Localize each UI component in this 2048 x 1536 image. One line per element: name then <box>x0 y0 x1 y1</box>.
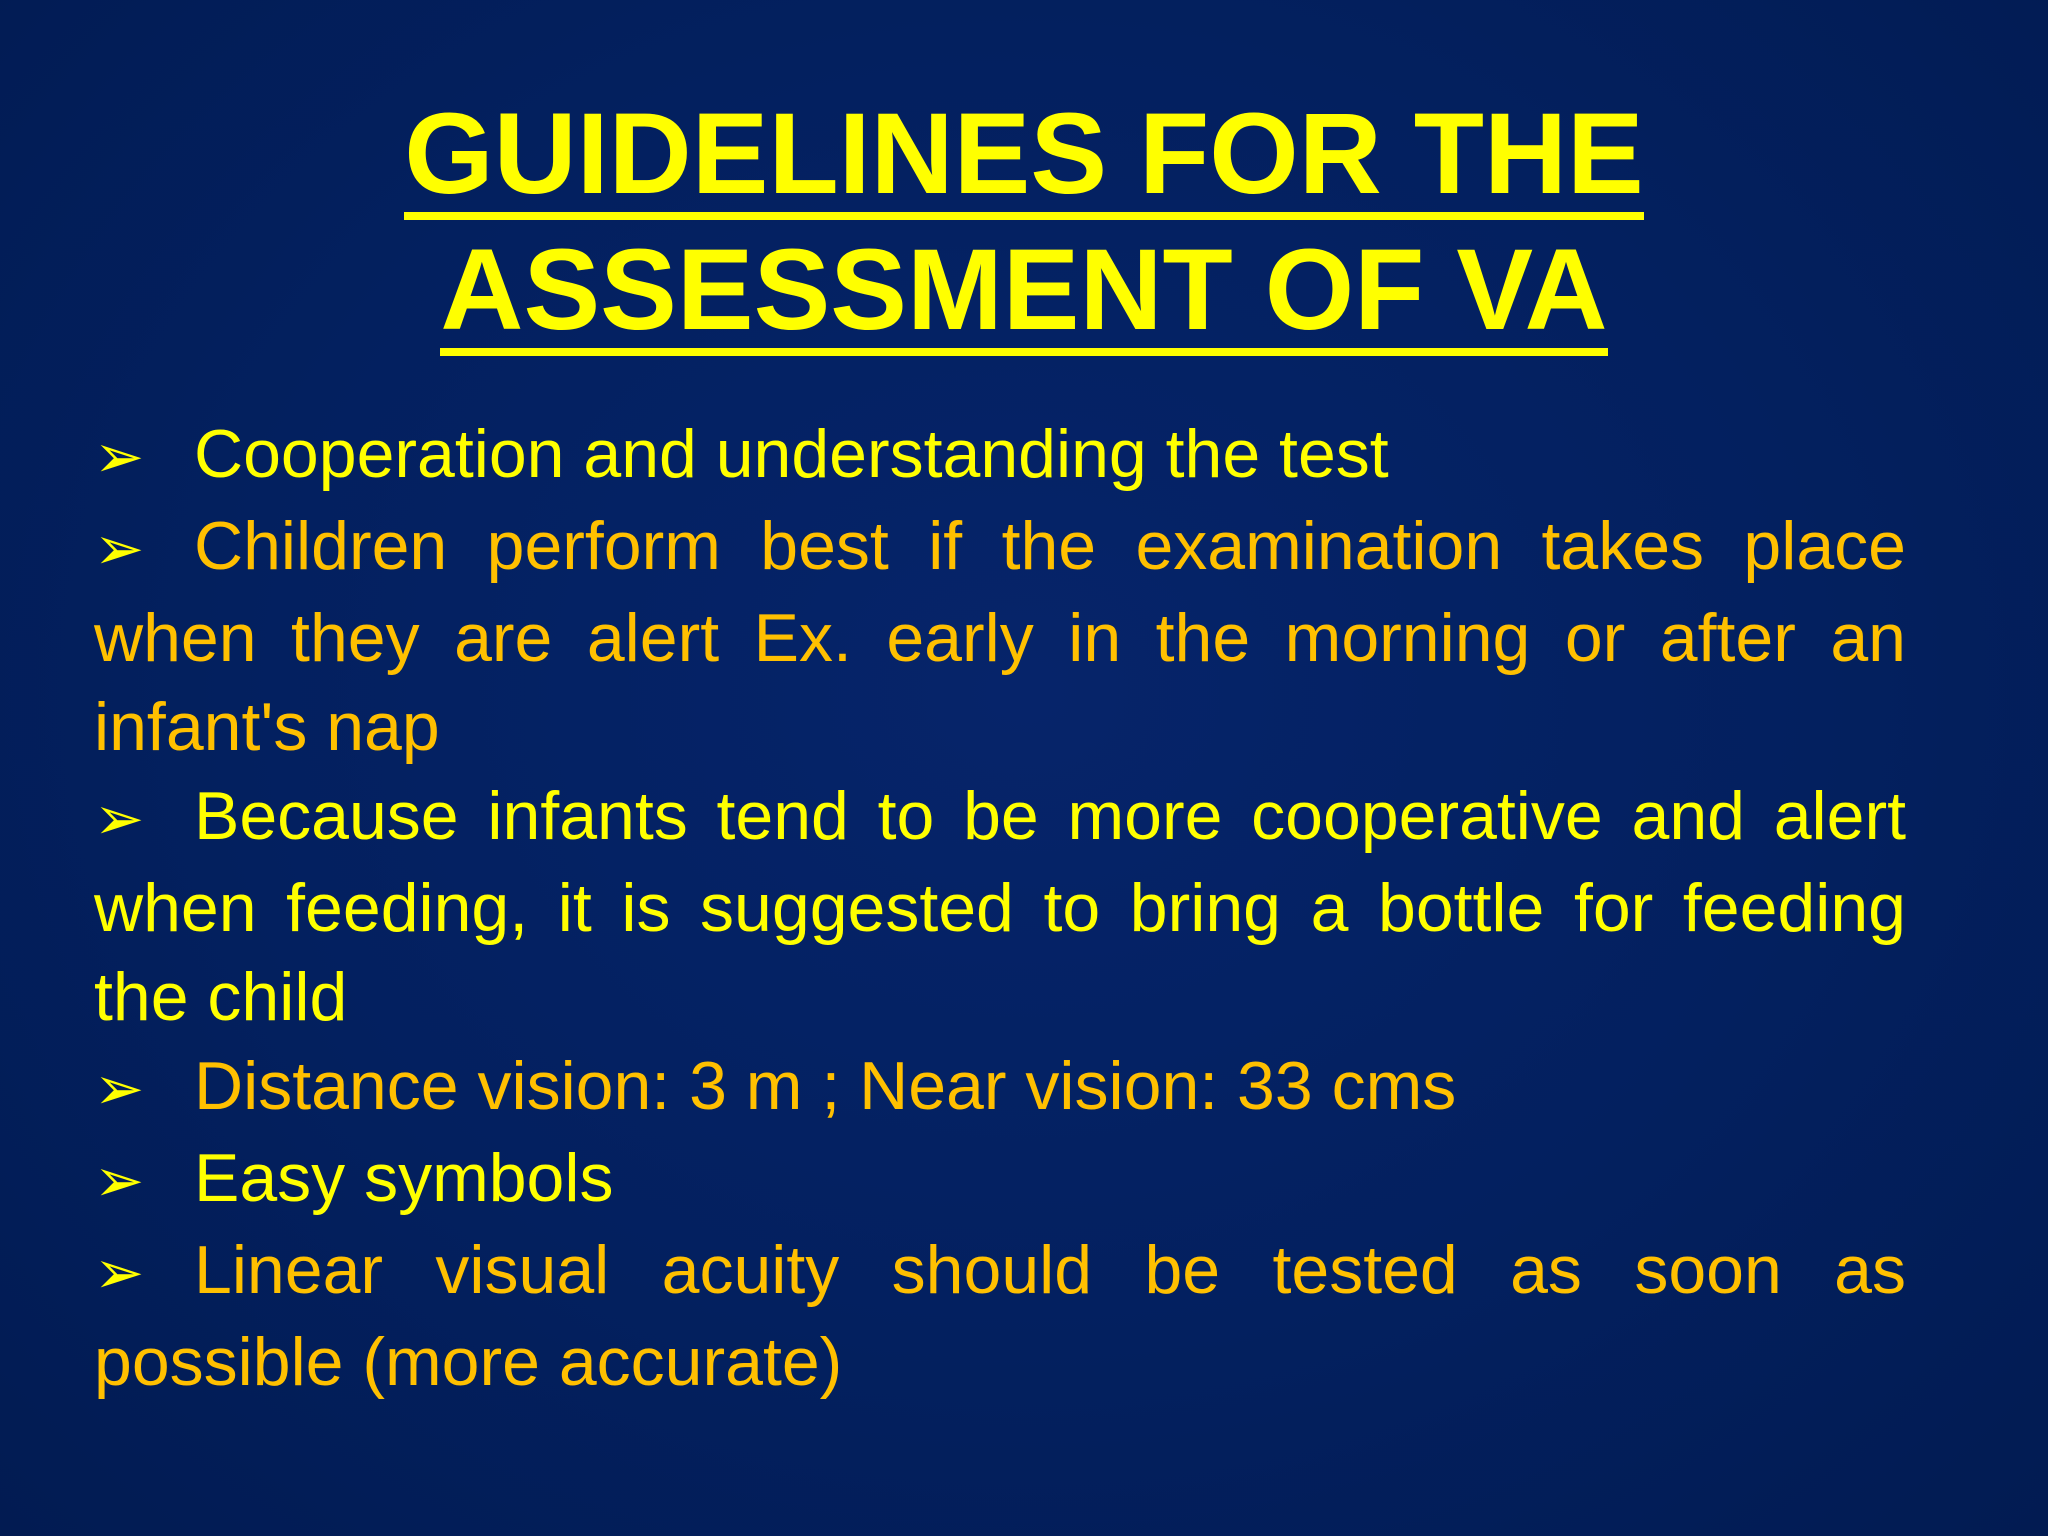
bullet-text: Easy symbols <box>194 1140 614 1216</box>
bullet-item <box>94 1134 1906 1226</box>
title-line-1: GUIDELINES FOR THE <box>404 90 1644 218</box>
title-line-2: ASSESSMENT OF VA <box>440 226 1608 354</box>
bullet-item <box>94 772 1906 1042</box>
arrowhead-bullet-icon: ➢ <box>94 784 145 854</box>
bullet-text: Because infants tend to be more cooperative and alert when feeding, it is suggested to bring a bottle for feeding the child <box>94 778 1906 1035</box>
arrowhead-bullet-icon: ➢ <box>94 514 145 584</box>
arrowhead-bullet-icon: ➢ <box>94 1146 145 1216</box>
bullet-text: Linear visual acuity should be tested as soon as possible (more accurate) <box>94 1232 1906 1400</box>
bullet-item <box>94 1226 1906 1407</box>
arrowhead-bullet-icon: ➢ <box>94 1054 145 1124</box>
arrowhead-bullet-icon: ➢ <box>94 422 145 492</box>
bullet-item <box>94 410 1906 502</box>
bullet-text: Distance vision: 3 m ; Near vision: 33 cms <box>194 1048 1457 1124</box>
slide-title <box>0 86 2048 358</box>
bullet-item <box>94 1042 1906 1134</box>
bullet-list <box>94 410 1906 1407</box>
bullet-text: Cooperation and understanding the test <box>194 416 1389 492</box>
arrowhead-bullet-icon: ➢ <box>94 1238 145 1308</box>
bullet-text: Children perform best if the examination takes place when they are alert Ex. early in the morning or after an infant's nap <box>94 508 1906 765</box>
bullet-item <box>94 502 1906 772</box>
